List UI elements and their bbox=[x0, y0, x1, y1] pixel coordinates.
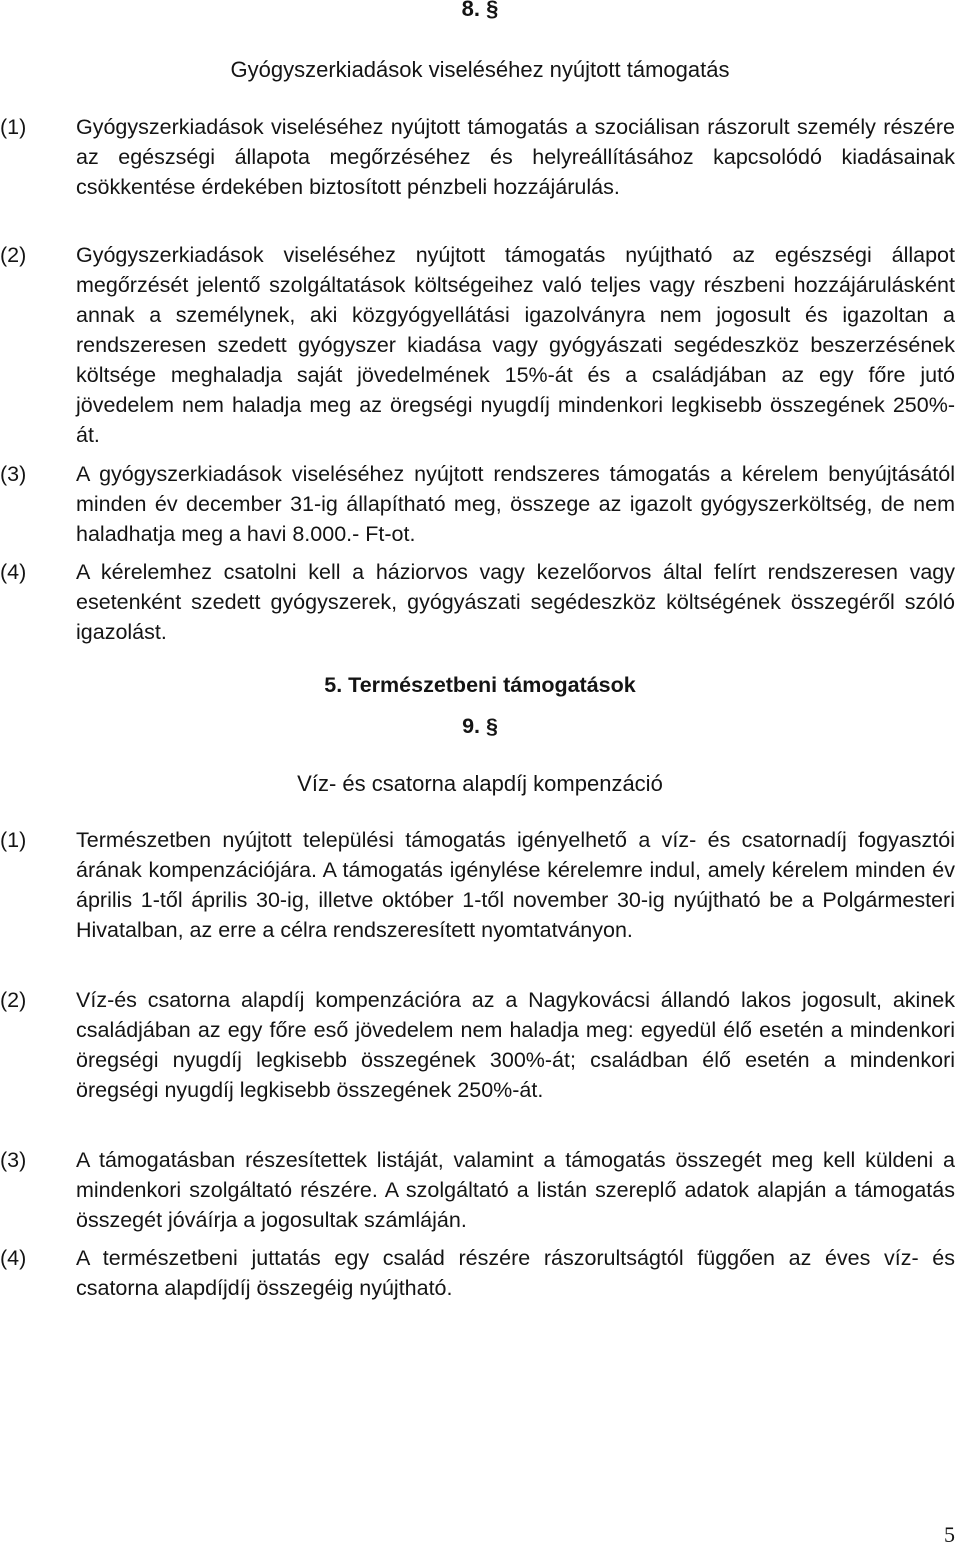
paragraph-text: A támogatásban részesítettek listáját, valamint a támogatás összegét meg kell küldeni a mindenkori szolgáltató részére. A szolgáltató a listán szereplő adatok alapján a támogatás összegét jóváírja a jogosultak számláján. bbox=[76, 1148, 955, 1232]
section-9-title: Víz- és csatorna alapdíj kompenzáció bbox=[297, 771, 663, 796]
paragraph-text: A kérelemhez csatolni kell a háziorvos vagy kezelőorvos által felírt rendszeresen vagy esetenként szedett gyógyszerek, gyógyászati segédeszköz költségének összegéről szóló igazolást. bbox=[76, 560, 955, 644]
paragraph-number: (3) bbox=[0, 462, 27, 486]
paragraph-number: (3) bbox=[0, 1148, 27, 1172]
section-9-number: 9. § bbox=[462, 714, 498, 738]
paragraph-number: (1) bbox=[0, 828, 27, 852]
paragraph-text: Természetben nyújtott települési támogatás igényelhető a víz- és csatornadíj fogyasztói árának kompenzációjára. A támogatás igénylése kérelemre indul, amely kérelem minden év április 1-től április 30-ig, illetve október 1-től november 30-ig nyújtható be a Polgármesteri Hivatalban, az erre a célra rendszeresített nyomtatványon. bbox=[76, 828, 955, 942]
page-number: 5 bbox=[944, 1522, 955, 1547]
section-8-number: 8. § bbox=[461, 0, 499, 21]
chapter-5-heading: 5. Természetbeni támogatások bbox=[324, 673, 636, 697]
paragraph-text: Gyógyszerkiadások viseléséhez nyújtott támogatás nyújtható az egészségi állapot megőrzését jelentő szolgáltatások költségeihez való teljes vagy részbeni hozzájárulásként annak a személynek, aki közgyógyellátási igazolványra nem jogosult és igazoltan a rendszeresen szedett gyógyszer kiadása vagy gyógyászati segédeszköz beszerzésének költsége meghaladja saját jövedelmének 15%-át és a családjában az egy főre jutó jövedelem nem haladja meg az öregségi nyugdíj mindenkori legkisebb összegének 250%-át. bbox=[76, 243, 955, 447]
section-8-title: Gyógyszerkiadások viseléséhez nyújtott támogatás bbox=[230, 57, 730, 82]
paragraph-number: (1) bbox=[0, 115, 27, 139]
paragraph-text: Víz-és csatorna alapdíj kompenzációra az a Nagykovácsi állandó lakos jogosult, akinek családjában az egy főre eső jövedelem nem haladja meg: egyedül élő esetén a mindenkori öregségi nyugdíj legkisebb összegének 300%-át; családban élő esetén a mindenkori öregségi nyugdíj legkisebb összegének 250%-át. bbox=[76, 988, 955, 1102]
paragraph-number: (2) bbox=[0, 243, 27, 267]
paragraph-text: A természetbeni juttatás egy család részére rászorultságtól függően az éves víz- és csatorna alapdíjdíj összegéig nyújtható. bbox=[76, 1246, 955, 1300]
paragraph-number: (4) bbox=[0, 560, 27, 584]
paragraph-text: A gyógyszerkiadások viseléséhez nyújtott rendszeres támogatás a kérelem benyújtásától minden év december 31-ig állapítható meg, összege az igazolt gyógyszerköltség, de nem haladhatja meg a havi 8.000.- Ft-ot. bbox=[76, 462, 955, 546]
paragraph-text: Gyógyszerkiadások viseléséhez nyújtott támogatás a szociálisan rászorult személy részére az egészségi állapota megőrzéséhez és helyreállításához kapcsolódó kiadásainak csökkentése érdekében biztosított pénzbeli hozzájárulás. bbox=[76, 115, 955, 199]
paragraph-number: (4) bbox=[0, 1246, 27, 1270]
paragraph-number: (2) bbox=[0, 988, 27, 1012]
